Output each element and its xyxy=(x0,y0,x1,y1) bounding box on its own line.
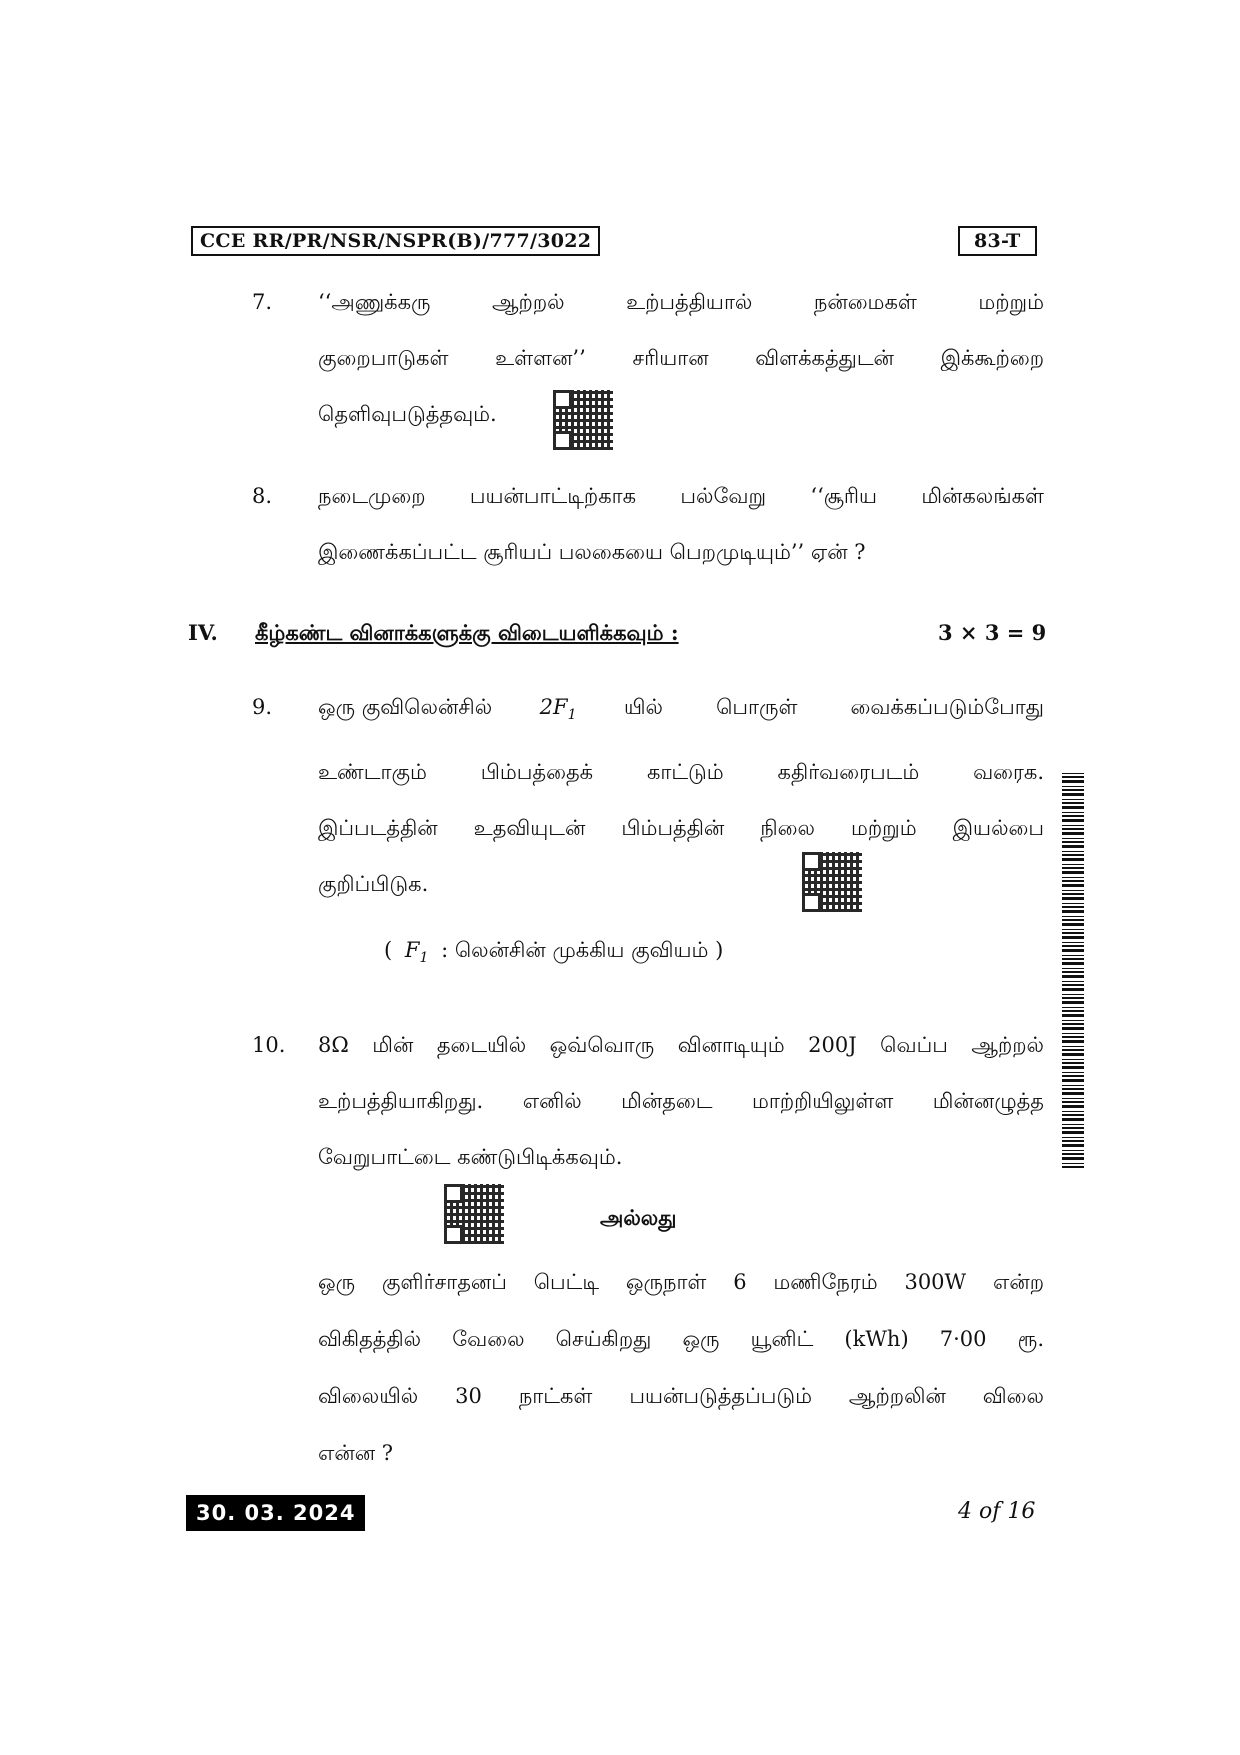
question-9-line-1 xyxy=(318,695,1044,723)
question-8-line-2: இணைக்கப்பட்ட சூரியப் பலகையை பெறமுடியும்’’ ஏன் ? xyxy=(318,540,866,564)
qr-code-icon xyxy=(553,390,613,450)
question-8-line-1: நடைமுறை பயன்பாட்டிற்காக பல்வேறு ‘‘சூரிய மின்கலங்கள் xyxy=(318,484,1044,508)
question-9-note: ( $F_1$ : லென்சின் முக்கிய குவியம் ) xyxy=(384,938,724,967)
question-10-number: 10. xyxy=(252,1033,286,1057)
section-roman-number: IV. xyxy=(188,620,218,645)
question-9-line-4: குறிப்பிடுக. xyxy=(318,872,429,896)
question-10-alt-line-1: ஒரு குளிர்சாதனப் பெட்டி ஒருநாள் 6 மணிநேரம் 300W என்ற xyxy=(318,1270,1044,1294)
question-7-number: 7. xyxy=(252,290,273,314)
question-9-number: 9. xyxy=(252,695,273,719)
page-number: 4 of 16 xyxy=(958,1499,1036,1524)
question-10-alt-line-4: என்ன ? xyxy=(318,1441,394,1465)
paper-code-box: 83-T xyxy=(958,226,1037,256)
question-9-line-1-pre: ஒரு குவிலென்சில் xyxy=(318,695,493,719)
qr-code-icon xyxy=(444,1184,504,1244)
question-9-line-1-post: யில் பொருள் வைக்கப்படும்போது xyxy=(623,695,1044,719)
barcode-icon xyxy=(1062,770,1084,1168)
question-7-line-3: தெளிவுபடுத்தவும். xyxy=(318,402,497,426)
question-10-alt-line-3: விலையில் 30 நாட்கள் பயன்படுத்தப்படும் ஆற்றலின் விலை xyxy=(318,1384,1044,1408)
question-10-line-1: 8Ω மின் தடையில் ஒவ்வொரு வினாடியும் 200J வெப்ப ஆற்றல் xyxy=(318,1033,1044,1057)
focal-symbol: $F_1$ xyxy=(404,938,429,967)
qr-code-icon xyxy=(802,852,862,912)
question-9-line-2: உண்டாகும் பிம்பத்தைக் காட்டும் கதிர்வரைபடம் வரைக. xyxy=(318,760,1044,784)
exam-date: 30. 03. 2024 xyxy=(186,1495,365,1531)
section-marks: 3 × 3 = 9 xyxy=(938,620,1047,645)
focal-point-symbol: $2F_1$ xyxy=(539,695,577,724)
question-10-line-3: வேறுபாட்டை கண்டுபிடிக்கவும். xyxy=(318,1145,623,1169)
question-7-line-2: குறைபாடுகள் உள்ளன’’ சரியான விளக்கத்துடன் இக்கூற்றை xyxy=(318,346,1044,370)
question-10-line-2: உற்பத்தியாகிறது. எனில் மின்தடை மாற்றியிலுள்ள மின்னழுத்த xyxy=(318,1089,1044,1113)
question-10-alt-line-2: விகிதத்தில் வேலை செய்கிறது ஒரு யூனிட் (kWh) 7·00 ரூ. xyxy=(318,1327,1044,1351)
question-7-line-1: ‘‘அணுக்கரு ஆற்றல் உற்பத்தியால் நன்மைகள் மற்றும் xyxy=(318,290,1044,314)
or-label: அல்லது xyxy=(600,1205,677,1230)
question-8-number: 8. xyxy=(252,484,273,508)
section-title: கீழ்கண்ட வினாக்களுக்கு விடையளிக்கவும் : xyxy=(255,620,679,645)
question-9-line-3: இப்படத்தின் உதவியுடன் பிம்பத்தின் நிலை மற்றும் இயல்பை xyxy=(318,816,1044,840)
exam-code-box: CCE RR/PR/NSR/NSPR(B)/777/3022 xyxy=(191,226,600,256)
